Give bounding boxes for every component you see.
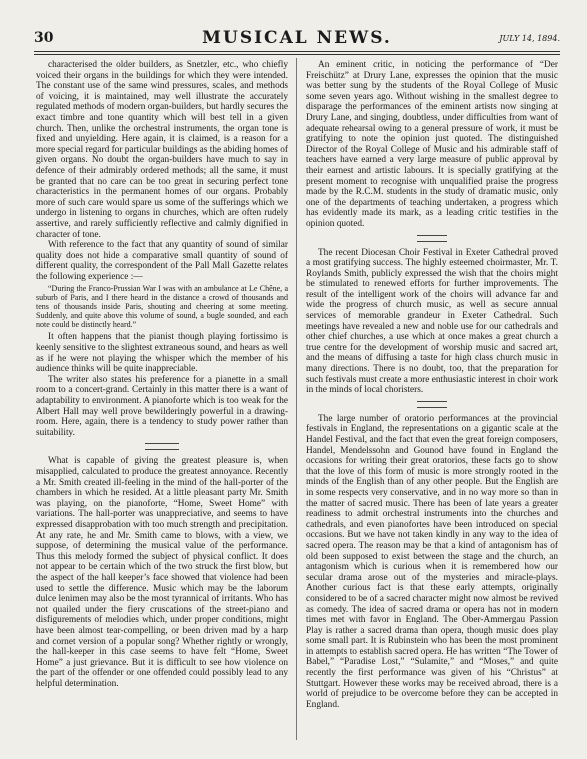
article-paragraph: With reference to the fact that any quantity of sound of similar quality does not hide a comparative small quantity of sound of different quality, the correspondent of the Pall Mall Gazette relates the following experience :—: [36, 240, 288, 282]
article-paragraph: An eminent critic, in noticing the performance of “Der Freischütz” at Drury Lane, expresses the opinion that the music was better sung by the students of the Royal College of Music some seven years ago. Without wishing in the smallest degree to disparage the performances of the eminent artists now singing at Drury Lane, and singing, doubtless, under difficulties from want of adequate rehearsal owing to a general pressure of work, it must be gratifying to note the opinion just quoted. The distinguished Director of the Royal College of Music and his admirable staff of teachers have earned a very large measure of public approval by their earnest and artistic labours. It is specially gratifying at the present moment to recognise with unqualified praise the progress made by the R.C.M. students in the study of dramatic music, only one of the departments of teaching undertaken, a progress which has evidently made its mark, as a leading critic testifies in the opinion quoted.: [306, 60, 558, 229]
page-header: [34, 28, 560, 48]
header-rule: [34, 51, 560, 52]
article-paragraph: The large number of oratorio performances at the provincial festivals in England, the representations on a gigantic scale at the Handel Festival, and the fact that even the great foreign composers, Handel, Mendelssohn and Gounod have found in England the occasions for writing their great oratorios, these facts go to show that the love of this form of music is more strongly rooted in the minds of the English than of any other people. But the English are in some respects very conservative, and in no way more so than in the matter of sacred music. There has been of late years a greater readiness to admit orchestral instruments into the churches and cathedrals, and even pianofortes have been introduced on special occasions. But we have not taken kindly in any way to the idea of sacred opera. The reason may be that a kind of antagonism has of old been supposed to exist between the stage and the church, an antagonism which is curious when it is remembered how our secular drama arose out of the mysteries and miracle-plays. Another curious fact is that these early attempts, originally considered to be of a sacred character might now almost be revived as comedy. The idea of sacred drama or opera has not in modern times met with favor in England. The Ober-Ammergau Passion Play is rather a sacred drama than opera, though music does play some small part. It is Rubinstein who has been the most prominent in attempts to establish sacred opera. He has written “The Tower of Babel,” “Paradise Lost,” “Sulamite,” and “Moses,” and quite recently the first performance was given of his “Christus” at Stuttgart. However these works may be received abroad, there is a world of prejudice to be overcome before they can be accepted in England.: [306, 413, 558, 710]
block-quote: “During the Franco-Prussian War I was with an ambulance at Le Chêne, a suburb of Paris, and I there heard in the distance a crowd of thousands and tens of thousands inside Paris, shouting and cheering at some meeting. Suddenly, and quite above this volume of sound, a bugle sounded, and each note could be distinctly heard.”: [36, 284, 288, 330]
left-column: [36, 60, 288, 689]
article-paragraph: The writer also states his preference for a pianette in a small room to a concert-grand. Certainly in this matter there is a want of adaptability to environment. A pianoforte which is too weak for the Albert Hall may well prove bewilderingly powerful in a drawing-room. Here, again, there is a tendency to study power rather than suitability.: [36, 374, 288, 438]
section-separator: [417, 401, 447, 408]
article-paragraph: The recent Diocesan Choir Festival in Exeter Cathedral proved a most gratifying success. The highly esteemed choirmaster, Mr. T. Roylands Smith, publicly expressed the wish that the choirs might be stimulated to renewed efforts for further improvements. The result of the intelligent work of the choirs will advance far and wide the progress of church music, as well as secure annual services of memorable grandeur in Exeter Cathedral. Such meetings have revealed a new and noble use for our cathedrals and other chief churches, a use which at once makes a great church a true centre for the development of worship music and sacred art, and the means of diffusing a taste for high class church music in many directions. There is no doubt, too, that the preparation for such festivals must create a more enthusiastic interest in choir work in the minds of local choristers.: [306, 247, 558, 396]
section-separator: [145, 443, 179, 450]
article-paragraph: What is capable of giving the greatest pleasure is, when misapplied, calculated to produce the greatest annoyance. Recently a Mr. Smith created ill-feeling in the mind of the hall-porter of the chambers in which he resided. At a little pleasant party Mr. Smith was playing, on the pianoforte, “Home, Sweet Home” with variations. The hall-porter was unappreciative, and seems to have expressed disapprobation with too much strength and precipitation. At any rate, he and Mr. Smith came to blows, with a view, we suppose, of determining the musical value of the performance. Thus this melody formed the subject of physical conflict. It does not appear to be certain which of the two struck the first blow, but the aspect of the hall keeper’s face showed that violence had been used to settle the difference. Music which may be the laborum dulce lenimen may also be the most tyrannical of irritants. Who has not quailed under the fiery cruscations of the street-piano and disfigurements of melodies which, under proper conditions, might have been almost tear-compelling, or been driven mad by a harp and cornet version of a popular song? Whether rightly or wrongly, the hall-keeper in this case seems to have felt “Home, Sweet Home” a just grievance. But it is difficult to see how violence on the part of the offender or one offended could possibly lead to any helpful determination.: [36, 456, 288, 689]
article-paragraph: It often happens that the pianist though playing fortissimo is keenly sensitive to the slightest extraneous sound, and hears as well as if he were not playing the whisper which the member of his audience thinks will be quite inappreciable.: [36, 332, 288, 375]
page-number: 30: [34, 30, 54, 46]
section-separator: [417, 235, 447, 242]
right-column: [306, 60, 558, 710]
column-divider: [296, 58, 297, 740]
article-paragraph: characterised the older builders, as Snetzler, etc., who chiefly voiced their organs in the buildings for which they were intended. The constant use of the same wind pressures, scales, and methods of voicing, it is maintained, may well illustrate the accurately regulated methods of modern organ-builders, but hardly secures the exact timbre and tone quantity which will best tell in a given church. Then, unlike the orchestral instruments, the organ tone is fixed and unyielding. Here again, it is claimed, is a reason for a more special regard for particular buildings as the abiding homes of given organs. No doubt the organ-builders have much to say in defence of their admirably ordered methods; all the same, it must be granted that no care can be too great in securing perfect tone characteristics in the permanent homes of our organs. Probably more of such care would spare us some of the sufferings which we undergo in listening to organs in churches, which are often rudely assertive, and rarely sufficiently reflective and calmly dignified in character of tone.: [36, 60, 288, 240]
issue-date: JULY 14, 1894.: [499, 34, 560, 43]
header-rule-thin: [34, 54, 560, 55]
masthead-title: MUSICAL NEWS.: [202, 28, 392, 48]
